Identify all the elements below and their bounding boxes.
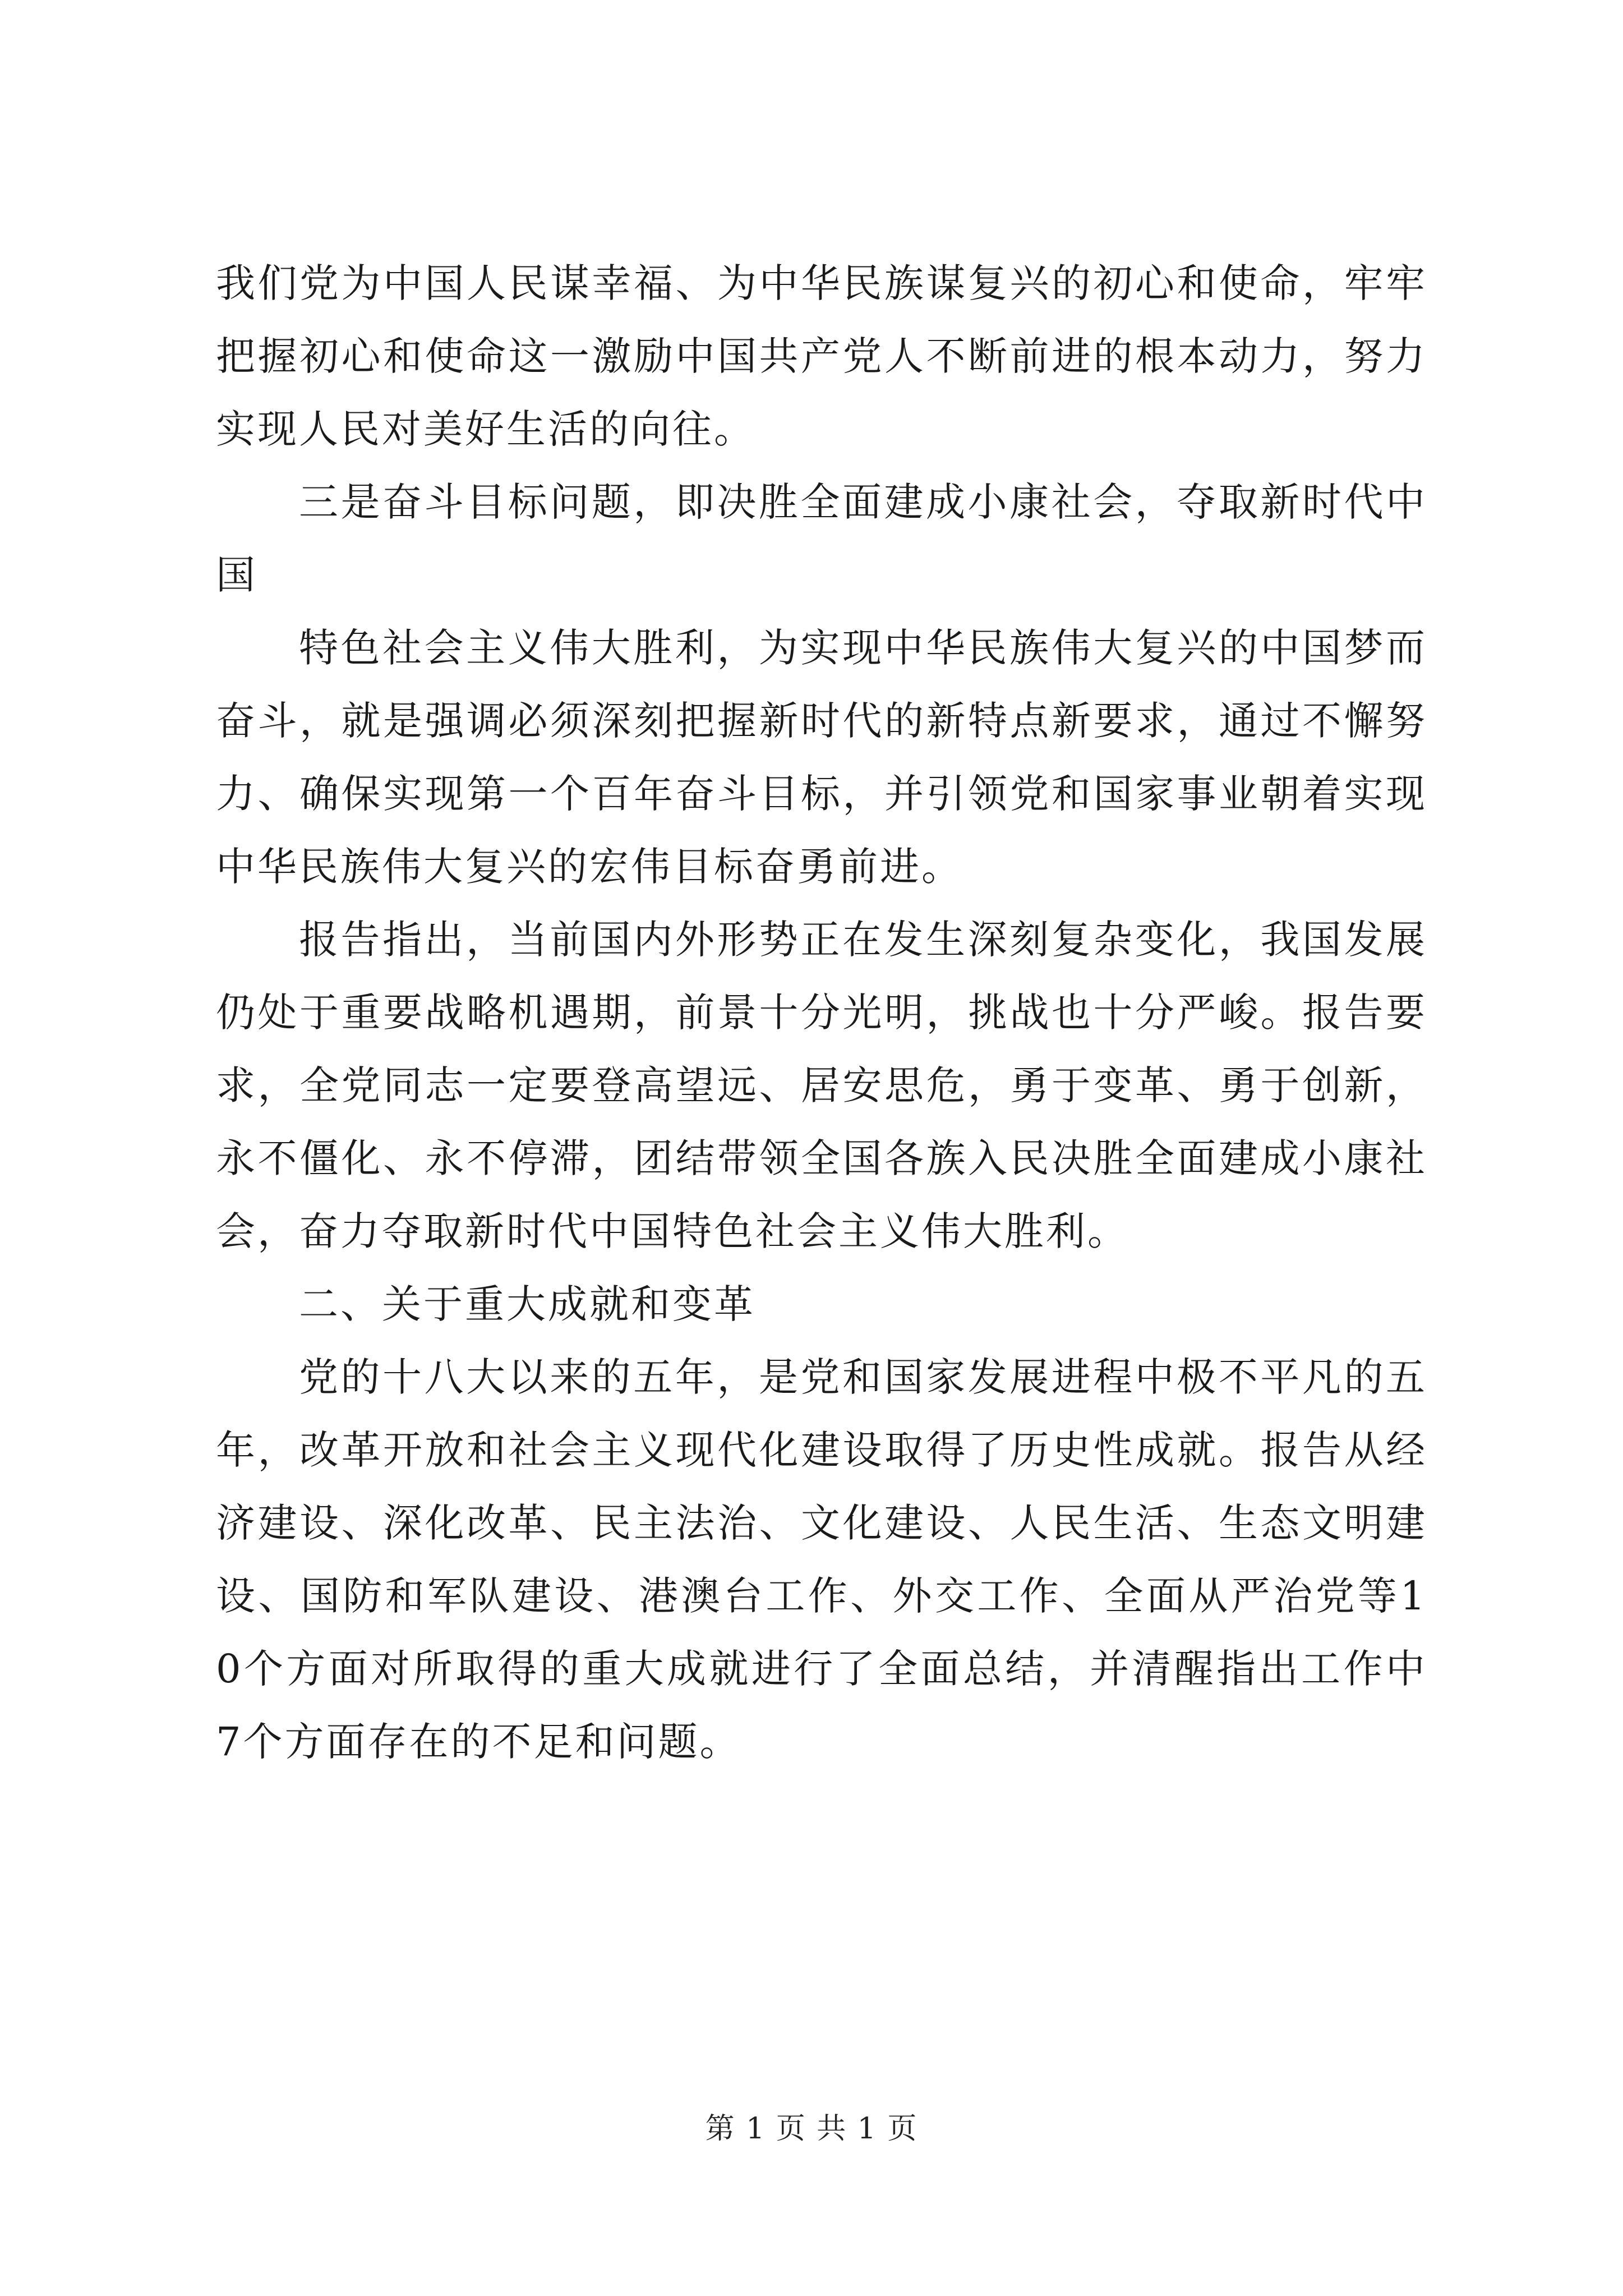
paragraph-3: 特色社会主义伟大胜利，为实现中华民族伟大复兴的中国梦而奋斗，就是强调必须深刻把握新时代的新特点新要求，通过不懈努力、确保实现第一个百年奋斗目标，并引领党和国家事业朝着实现中华民族伟大复兴的宏伟目标奋勇前进。 [216,625,1427,890]
paragraph-4: 报告指出，当前国内外形势正在发生深刻复杂变化，我国发展仍处于重要战略机遇期，前景十分光明，挑战也十分严峻。报告要求，全党同志一定要登高望远、居安思危，勇于变革、勇于创新，永不僵化、永不停滞，团结带领全国各族入民决胜全面建成小康社会，奋力夺取新时代中国特色社会主义伟大胜利。 [216,917,1427,1254]
document-body [216,247,1427,1778]
paragraph-5: 党的十八大以来的五年，是党和国家发展进程中极不平凡的五年，改革开放和社会主义现代化建设取得了历史性成就。报告从经济建设、深化改革、民主法治、文化建设、人民生活、生态文明建设、国防和军队建设、港澳台工作、外交工作、全面从严治党等10个方面对所取得的重大成就进行了全面总结，并清醒指出工作中7个方面存在的不足和问题。 [216,1354,1427,1765]
paragraph-2: 三是奋斗目标问题，即决胜全面建成小康社会，夺取新时代中国 [216,479,1427,598]
paragraph-1: 我们党为中国人民谋幸福、为中华民族谋复兴的初心和使命，牢牢把握初心和使命这一激励中国共产党人不断前进的根本动力，努力实现人民对美好生活的向往。 [216,260,1427,452]
section-heading: 二、关于重大成就和变革 [299,1281,755,1327]
page-footer: 第 1 页 共 1 页 [705,2112,918,2146]
